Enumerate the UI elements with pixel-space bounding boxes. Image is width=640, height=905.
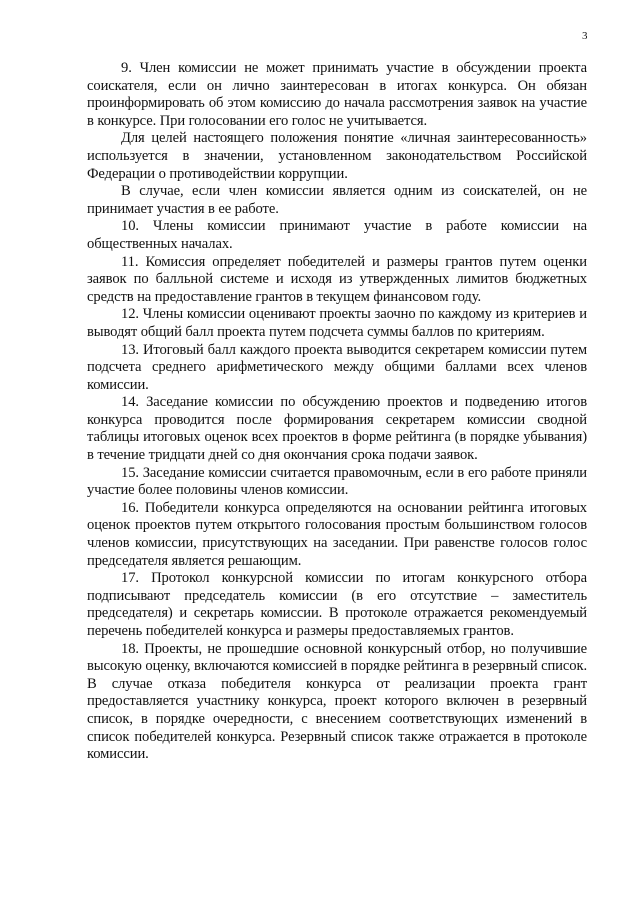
paragraph-14: 14. Заседание комиссии по обсуждению проектов и подведению итогов конкурса проводится после формирования секретарем комиссии сводной таблицы итоговых оценок всех проектов в форме рейтинга (в порядке убывания) в течение тридцати дней со дня окончания срока подачи заявок. [87,394,587,464]
paragraph-16: 16. Победители конкурса определяются на основании рейтинга итоговых оценок проектов путем открытого голосования простым большинством голосов членов комиссии, присутствующих на заседании. При равенстве голосов голос председателя является решающим. [87,499,587,569]
paragraph-conflict-of-interest: Для целей настоящего положения понятие «личная заинтересованность» используется в значении, установленном законодательством Российской Федерации о противодействии коррупции. [87,130,587,182]
paragraph-12: 12. Члены комиссии оценивают проекты заочно по каждому из критериев и выводят общий балл проекта путем подсчета суммы баллов по критериям. [87,306,587,340]
paragraph-15: 15. Заседание комиссии считается правомочным, если в его работе приняли участие более половины членов комиссии. [87,464,587,499]
page-number: 3 [582,30,588,42]
paragraph-9: 9. Член комиссии не может принимать участие в обсуждении проекта соискателя, если он лично заинтересован в итогах конкурса. Он обязан проинформировать об этом комиссию до начала рассмотрения заявок на участие в конкурсе. При голосовании его голос не учитывается. [87,60,587,129]
paragraph-member-applicant: В случае, если член комиссии является одним из соискателей, он не принимает участия в ее работе. [87,183,587,217]
paragraph-10: 10. Члены комиссии принимают участие в работе комиссии на общественных началах. [87,218,587,252]
paragraph-17: 17. Протокол конкурсной комиссии по итогам конкурсного отбора подписывают председатель комиссии (в его отсутствие – заместитель председателя) и секретарь комиссии. В протоколе отражается рекомендуемый перечень победителей конкурса и размеры предоставляемых грантов. [87,570,587,639]
paragraph-18: 18. Проекты, не прошедшие основной конкурсный отбор, но получившие высокую оценку, включаются комиссией в порядке рейтинга в резервный список. В случае отказа победителя конкурса от реализации проекта грант предоставляется участнику конкурса, проект которого включен в резервный список, в порядке очередности, с внесением соответствующих изменений в список победителей конкурса. Резервный список также отражается в протоколе комиссии. [87,640,587,763]
paragraph-11: 11. Комиссия определяет победителей и размеры грантов путем оценки заявок по балльной системе и исходя из утвержденных лимитов бюджетных средств на предоставление грантов в текущем финансовом году. [87,253,587,305]
document-body [87,60,587,764]
paragraph-13: 13. Итоговый балл каждого проекта выводится секретарем комиссии путем подсчета среднего арифметического между общими баллами всех членов комиссии. [87,341,587,393]
